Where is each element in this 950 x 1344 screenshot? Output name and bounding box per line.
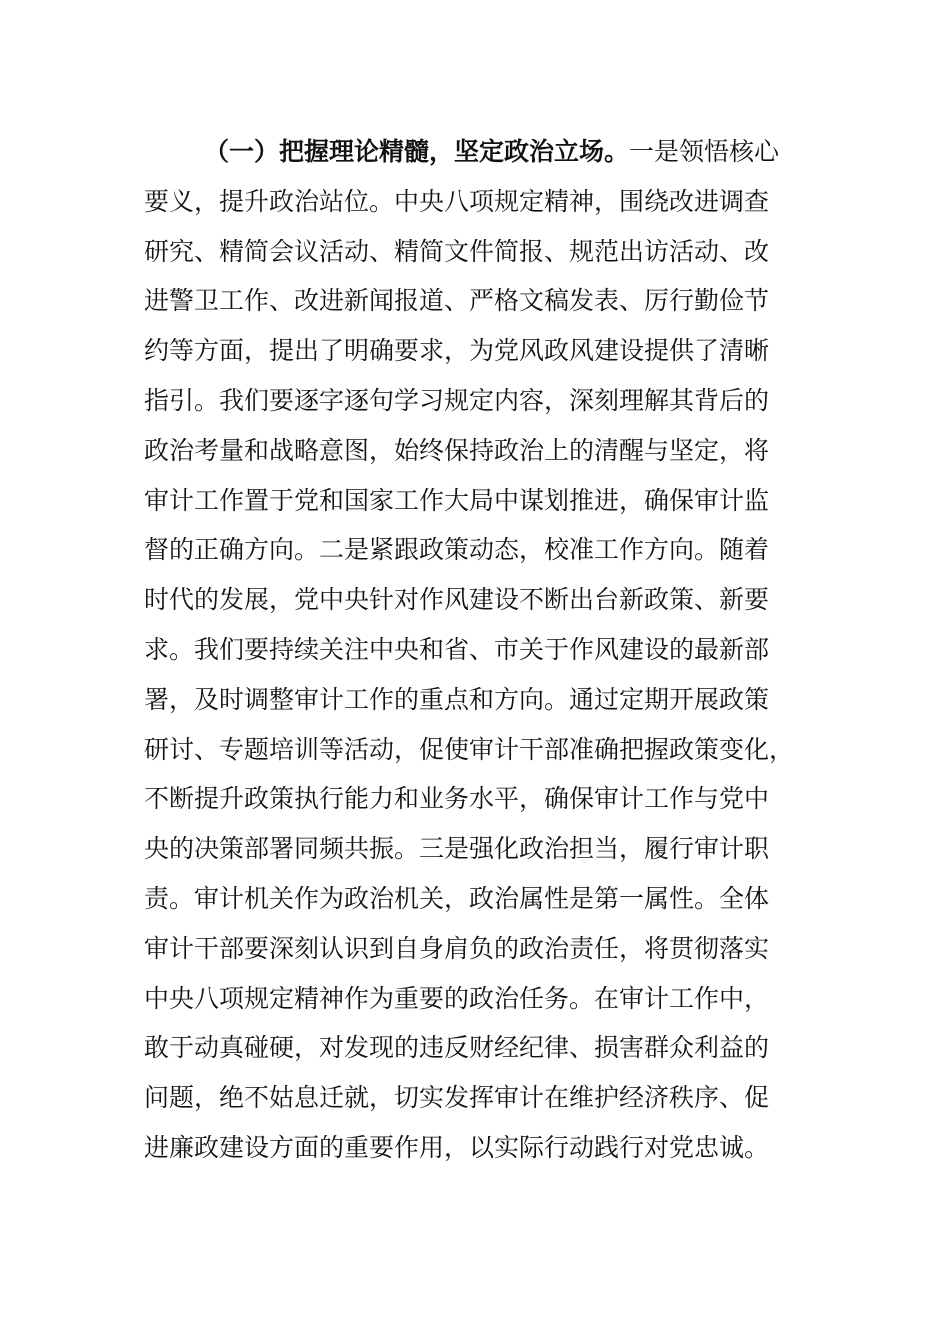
paragraph-line-12: 署，及时调整审计工作的重点和方向。通过定期开展政策 (144, 684, 770, 714)
paragraph-line-20: 问题，绝不姑息迁就，切实发挥审计在维护经济秩序、促 (144, 1083, 770, 1113)
paragraph-line-3: 研究、精简会议活动、精简文件简报、规范出访活动、改 (144, 236, 770, 266)
paragraph-line-19: 敢于动真碰硬，对发现的违反财经纪律、损害群众利益的 (144, 1033, 770, 1063)
paragraph-line-10: 时代的发展，党中央针对作风建设不断出台新政策、新要 (144, 585, 770, 615)
paragraph-line-1 (144, 127, 824, 177)
paragraph-line-14: 不断提升政策执行能力和业务水平，确保审计工作与党中 (144, 784, 770, 814)
section-heading: （一）把握理论精髓，坚定政治立场。 (204, 137, 630, 166)
paragraph-line-18: 中央八项规定精神作为重要的政治任务。在审计工作中， (144, 983, 770, 1013)
paragraph-line-7: 政治考量和战略意图，始终保持政治上的清醒与坚定，将 (144, 435, 770, 465)
paragraph-line-5: 约等方面，提出了明确要求，为党风政风建设提供了清晰 (144, 336, 770, 366)
paragraph-line-8: 审计工作置于党和国家工作大局中谋划推进，确保审计监 (144, 485, 770, 515)
line-text: 一是领悟核心 (629, 137, 780, 166)
paragraph-line-2: 要义，提升政治站位。中央八项规定精神，围绕改进调查 (144, 186, 770, 216)
paragraph-line-13: 研讨、专题培训等活动，促使审计干部准确把握政策变化， (144, 734, 795, 764)
paragraph-line-16: 责。审计机关作为政治机关，政治属性是第一属性。全体 (144, 883, 770, 913)
paragraph-line-9: 督的正确方向。二是紧跟政策动态，校准工作方向。随着 (144, 535, 770, 565)
paragraph-line-11: 求。我们要持续关注中央和省、市关于作风建设的最新部 (144, 634, 770, 664)
paragraph-line-4: 进警卫工作、改进新闻报道、严格文稿发表、厉行勤俭节 (144, 286, 770, 316)
body-paragraph (144, 127, 824, 1173)
paragraph-line-21: 进廉政建设方面的重要作用，以实际行动践行对党忠诚。 (144, 1132, 770, 1162)
paragraph-line-15: 央的决策部署同频共振。三是强化政治担当，履行审计职 (144, 834, 770, 864)
paragraph-line-17: 审计干部要深刻认识到自身肩负的政治责任，将贯彻落实 (144, 933, 770, 963)
paragraph-line-6: 指引。我们要逐字逐句学习规定内容，深刻理解其背后的 (144, 385, 770, 415)
